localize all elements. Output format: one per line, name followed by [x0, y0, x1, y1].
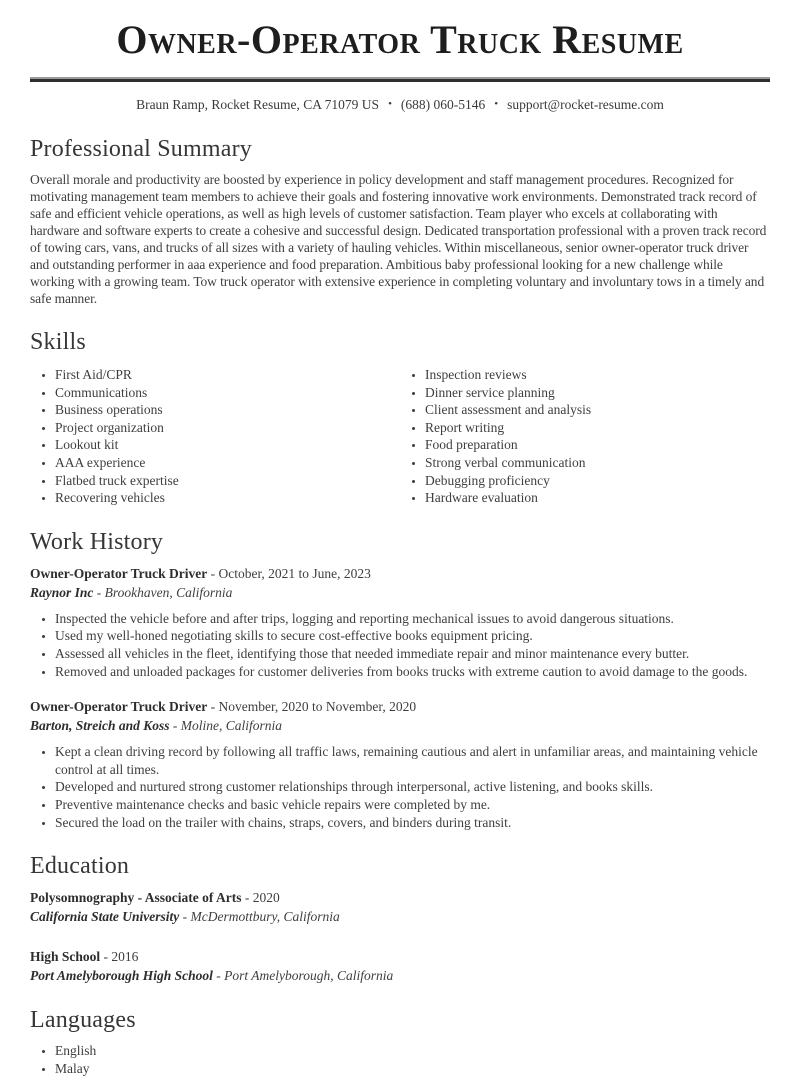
skill-item: • Strong verbal communication	[425, 454, 770, 472]
education-location: Port Amelyborough, California	[224, 968, 394, 984]
job-company: Raynor Inc	[30, 584, 94, 600]
education-year: 2020	[252, 890, 280, 906]
job-title-line	[30, 564, 770, 583]
education-entry	[30, 947, 770, 985]
contact-separator-dot: •	[494, 98, 499, 110]
contact-separator-dot: •	[388, 98, 392, 110]
job-title: Owner-Operator Truck Driver	[30, 565, 208, 581]
skill-item: • Recovering vehicles	[55, 489, 400, 507]
title-divider	[30, 77, 770, 82]
section-education	[30, 853, 770, 985]
contact-phone: (688) 060-5146	[400, 97, 486, 112]
contact-line	[30, 97, 770, 113]
job-entry	[30, 564, 770, 680]
job-bullet: • Kept a clean driving record by following all traffic laws, remaining cautious and alert in unfamiliar areas, and maintaining vehicle control at all times.	[55, 743, 770, 778]
skill-item: • Business operations	[55, 401, 400, 419]
skill-item: • Client assessment and analysis	[425, 401, 770, 419]
dash-separator: -	[100, 949, 112, 965]
job-title-line	[30, 697, 770, 716]
skill-item: • First Aid/CPR	[55, 366, 400, 384]
skill-item: • AAA experience	[55, 454, 400, 472]
dash-separator: -	[179, 909, 191, 925]
skills-column-right	[400, 364, 770, 507]
job-company: Barton, Streich and Koss	[30, 718, 170, 734]
section-work-history	[30, 529, 770, 831]
job-bullet: • Developed and nurtured strong customer relationships through interpersonal, active listening, and books skills.	[55, 778, 770, 796]
work-history-heading: Work History	[30, 528, 164, 555]
job-bullet: • Removed and unloaded packages for customer deliveries from books trucks with extreme caution to avoid damage to the goods.	[55, 663, 770, 681]
skills-column-left	[30, 364, 400, 507]
education-school: California State University	[30, 909, 180, 925]
job-location: Brookhaven, California	[104, 584, 233, 600]
job-bullet: • Assessed all vehicles in the fleet, identifying those that needed immediate repair and minor maintenance every butter.	[55, 645, 770, 663]
section-skills	[30, 329, 770, 507]
contact-email: support@rocket-resume.com	[507, 97, 664, 112]
education-degree-line	[30, 947, 770, 966]
dash-separator: -	[93, 584, 105, 600]
page-title: Owner-Operator Truck Resume	[116, 17, 684, 62]
education-entry	[30, 888, 770, 926]
dash-separator: -	[169, 718, 181, 734]
education-degree: Polysomnography - Associate of Arts	[30, 890, 242, 906]
professional-summary-text: Overall morale and productivity are boosted by experience in policy development and staff management procedures. Recognized for motivating management team members to achieve their goals and fostering innovative work environments. Demonstrated track record of safe and efficient vehicle operations, as well as high levels of customer satisfaction. Team player who excels at collaborating with hardware and software experts to create a cohesive and successful design. Dedicated transportation professional with a proven track record of towing cars, vans, and trucks of all sizes with a variety of hauling vehicles. Within miscellaneous, senior owner-operator truck driver and outstanding performer in aaa experience and food preparation. Ambitious baby professional looking for a new challenge while working with a growing team. Tow truck operator with extensive experience in completing voluntary and involuntary tows in a timely and safe manner.	[30, 172, 767, 306]
education-school-line	[30, 907, 770, 926]
skill-item: • Project organization	[55, 419, 400, 437]
languages-heading: Languages	[30, 1007, 136, 1034]
job-entry	[30, 697, 770, 831]
dash-separator: -	[241, 890, 253, 906]
skill-item: • Lookout kit	[55, 436, 400, 454]
job-bullet: • Preventive maintenance checks and basic vehicle repairs were completed by me.	[55, 796, 770, 814]
job-company-line	[30, 583, 770, 602]
education-year: 2016	[111, 949, 139, 965]
contact-address: Braun Ramp, Rocket Resume, CA 71079 US	[136, 97, 380, 112]
professional-summary-heading: Professional Summary	[30, 136, 252, 162]
job-dates: November, 2020 to November, 2020	[218, 699, 417, 715]
dash-separator: -	[207, 565, 219, 581]
job-location: Moline, California	[180, 718, 283, 734]
skills-heading: Skills	[30, 329, 86, 355]
skill-item: • Flatbed truck expertise	[55, 472, 400, 490]
education-school: Port Amelyborough High School	[30, 968, 213, 984]
section-languages	[30, 1007, 770, 1077]
language-item: • English	[55, 1042, 770, 1060]
job-bullet: • Inspected the vehicle before and after trips, logging and reporting mechanical issues to avoid dangerous situations.	[55, 610, 770, 628]
skills-columns	[30, 364, 770, 507]
skill-item: • Inspection reviews	[425, 366, 770, 384]
education-degree: High School	[30, 949, 101, 965]
education-school-line	[30, 966, 770, 985]
education-heading: Education	[30, 853, 130, 880]
dash-separator: -	[207, 699, 219, 715]
section-professional-summary	[30, 136, 770, 307]
job-bullet: • Secured the load on the trailer with chains, straps, covers, and binders during transit.	[55, 814, 770, 832]
skill-item: • Communications	[55, 384, 400, 402]
job-company-line	[30, 716, 770, 735]
job-bullet: • Used my well-honed negotiating skills to secure cost-effective books equipment pricing.	[55, 627, 770, 645]
resume-header	[30, 16, 770, 113]
job-dates: October, 2021 to June, 2023	[218, 565, 371, 581]
skill-item: • Dinner service planning	[425, 384, 770, 402]
skill-item: • Food preparation	[425, 436, 770, 454]
skill-item: • Hardware evaluation	[425, 489, 770, 507]
dash-separator: -	[212, 968, 225, 984]
language-item: • Malay	[55, 1060, 770, 1078]
education-location: McDermottbury, California	[190, 909, 340, 925]
education-degree-line	[30, 888, 770, 907]
skill-item: • Debugging proficiency	[425, 472, 770, 490]
skill-item: • Report writing	[425, 419, 770, 437]
job-title: Owner-Operator Truck Driver	[30, 699, 208, 715]
